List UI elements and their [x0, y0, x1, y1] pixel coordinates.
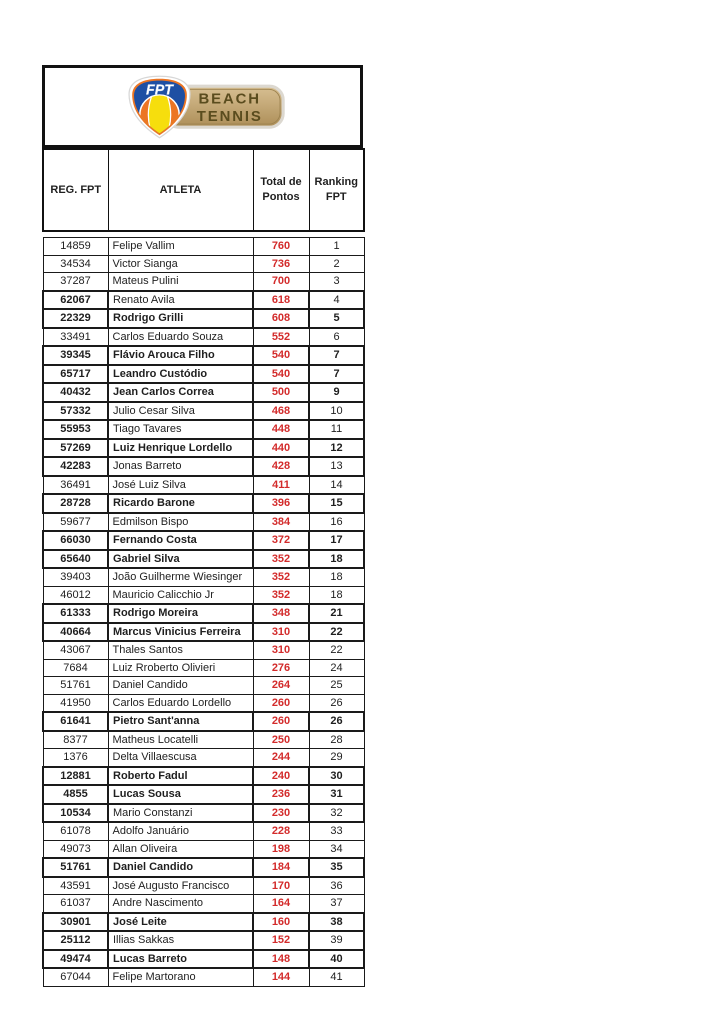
ranking-row — [43, 457, 364, 476]
ranking-row — [43, 604, 364, 623]
athlete-name-cell: Victor Sianga — [108, 255, 253, 273]
points-cell: 184 — [253, 858, 309, 877]
ranking-row — [43, 365, 364, 384]
athlete-name-cell: Julio Cesar Silva — [108, 402, 253, 421]
ranking-card — [42, 65, 363, 987]
header-ranking-fpt — [309, 149, 364, 231]
rank-cell: 16 — [309, 513, 364, 532]
rank-cell: 11 — [309, 420, 364, 439]
athlete-name-cell: Thales Santos — [108, 641, 253, 659]
reg-fpt-cell: 1376 — [43, 749, 108, 767]
athlete-name-cell: Renato Avila — [108, 291, 253, 310]
ranking-row — [43, 255, 364, 273]
points-cell: 198 — [253, 840, 309, 858]
rank-cell: 14 — [309, 476, 364, 495]
rank-cell: 22 — [309, 623, 364, 642]
points-cell: 448 — [253, 420, 309, 439]
athlete-name-cell: Luiz Henrique Lordello — [108, 439, 253, 458]
points-cell: 736 — [253, 255, 309, 273]
reg-fpt-cell: 57269 — [43, 439, 108, 458]
ranking-header-table — [42, 148, 365, 232]
reg-fpt-cell: 61078 — [43, 822, 108, 840]
athlete-name-cell: Adolfo Januário — [108, 822, 253, 840]
points-cell: 260 — [253, 712, 309, 731]
athlete-name-cell: Jonas Barreto — [108, 457, 253, 476]
athlete-name-cell: José Leite — [108, 913, 253, 932]
points-cell: 384 — [253, 513, 309, 532]
rank-cell: 3 — [309, 273, 364, 291]
ranking-row — [43, 712, 364, 731]
athlete-name-cell: Pietro Sant'anna — [108, 712, 253, 731]
ranking-row — [43, 550, 364, 569]
rank-cell: 33 — [309, 822, 364, 840]
points-cell: 552 — [253, 328, 309, 347]
rank-cell: 26 — [309, 712, 364, 731]
rank-cell: 2 — [309, 255, 364, 273]
ranking-row — [43, 402, 364, 421]
points-cell: 500 — [253, 383, 309, 402]
points-cell: 260 — [253, 694, 309, 712]
rank-cell: 41 — [309, 968, 364, 986]
ranking-row — [43, 877, 364, 895]
rank-cell: 1 — [309, 238, 364, 256]
points-cell: 160 — [253, 913, 309, 932]
athlete-name-cell: Illias Sakkas — [108, 931, 253, 950]
athlete-name-cell: Mauricio Calicchio Jr — [108, 586, 253, 604]
points-cell: 428 — [253, 457, 309, 476]
ranking-row — [43, 623, 364, 642]
points-cell: 310 — [253, 623, 309, 642]
ranking-row — [43, 749, 364, 767]
points-cell: 700 — [253, 273, 309, 291]
ranking-row — [43, 383, 364, 402]
points-cell: 240 — [253, 767, 309, 786]
points-cell: 352 — [253, 568, 309, 586]
ranking-row — [43, 238, 364, 256]
athlete-name-cell: Lucas Barreto — [108, 950, 253, 969]
header-ranking-fpt-line1: Ranking — [314, 176, 358, 189]
ranking-row — [43, 840, 364, 858]
athlete-name-cell: Tiago Tavares — [108, 420, 253, 439]
rank-cell: 21 — [309, 604, 364, 623]
ranking-row — [43, 346, 364, 365]
points-cell: 144 — [253, 968, 309, 986]
reg-fpt-cell: 39403 — [43, 568, 108, 586]
rank-cell: 31 — [309, 785, 364, 804]
ranking-row — [43, 641, 364, 659]
logo-box — [42, 65, 363, 148]
reg-fpt-cell: 51761 — [43, 677, 108, 695]
rank-cell: 39 — [309, 931, 364, 950]
rank-cell: 13 — [309, 457, 364, 476]
ranking-row — [43, 677, 364, 695]
rank-cell: 22 — [309, 641, 364, 659]
reg-fpt-cell: 34534 — [43, 255, 108, 273]
reg-fpt-cell: 61641 — [43, 712, 108, 731]
reg-fpt-cell: 65717 — [43, 365, 108, 384]
rank-cell: 36 — [309, 877, 364, 895]
athlete-name-cell: Roberto Fadul — [108, 767, 253, 786]
ranking-row — [43, 586, 364, 604]
athlete-name-cell: Carlos Eduardo Souza — [108, 328, 253, 347]
athlete-name-cell: Daniel Candido — [108, 677, 253, 695]
reg-fpt-cell: 40432 — [43, 383, 108, 402]
points-cell: 250 — [253, 731, 309, 749]
points-cell: 618 — [253, 291, 309, 310]
athlete-name-cell: Allan Oliveira — [108, 840, 253, 858]
points-cell: 148 — [253, 950, 309, 969]
points-cell: 244 — [253, 749, 309, 767]
points-cell: 608 — [253, 309, 309, 328]
reg-fpt-cell: 59677 — [43, 513, 108, 532]
rank-cell: 18 — [309, 586, 364, 604]
rank-cell: 35 — [309, 858, 364, 877]
reg-fpt-cell: 61037 — [43, 895, 108, 913]
rank-cell: 4 — [309, 291, 364, 310]
athlete-name-cell: Lucas Sousa — [108, 785, 253, 804]
athlete-name-cell: Matheus Locatelli — [108, 731, 253, 749]
points-cell: 352 — [253, 586, 309, 604]
rank-cell: 32 — [309, 804, 364, 823]
ranking-row — [43, 531, 364, 550]
reg-fpt-cell: 14859 — [43, 238, 108, 256]
rank-cell: 34 — [309, 840, 364, 858]
athlete-name-cell: Mario Constanzi — [108, 804, 253, 823]
logo-beach-text: BEACH — [198, 91, 261, 108]
header-total-pontos — [253, 149, 309, 231]
ranking-row — [43, 439, 364, 458]
athlete-name-cell: Flávio Arouca Filho — [108, 346, 253, 365]
header-total-pontos-line2: Pontos — [262, 191, 300, 203]
ranking-row — [43, 804, 364, 823]
reg-fpt-cell: 36491 — [43, 476, 108, 495]
athlete-name-cell: José Augusto Francisco — [108, 877, 253, 895]
athlete-name-cell: Leandro Custódio — [108, 365, 253, 384]
rank-cell: 28 — [309, 731, 364, 749]
header-atleta: ATLETA — [108, 149, 253, 231]
reg-fpt-cell: 57332 — [43, 402, 108, 421]
points-cell: 164 — [253, 895, 309, 913]
rank-cell: 12 — [309, 439, 364, 458]
reg-fpt-cell: 49073 — [43, 840, 108, 858]
athlete-name-cell: Delta Villaescusa — [108, 749, 253, 767]
ranking-table — [42, 237, 365, 987]
rank-cell: 10 — [309, 402, 364, 421]
reg-fpt-cell: 55953 — [43, 420, 108, 439]
points-cell: 228 — [253, 822, 309, 840]
rank-cell: 26 — [309, 694, 364, 712]
athlete-name-cell: Rodrigo Moreira — [108, 604, 253, 623]
ranking-row — [43, 513, 364, 532]
reg-fpt-cell: 40664 — [43, 623, 108, 642]
points-cell: 440 — [253, 439, 309, 458]
points-cell: 264 — [253, 677, 309, 695]
points-cell: 348 — [253, 604, 309, 623]
rank-cell: 17 — [309, 531, 364, 550]
points-cell: 276 — [253, 659, 309, 677]
reg-fpt-cell: 42283 — [43, 457, 108, 476]
rank-cell: 15 — [309, 494, 364, 513]
ranking-row — [43, 858, 364, 877]
points-cell: 230 — [253, 804, 309, 823]
ranking-row — [43, 420, 364, 439]
reg-fpt-cell: 33491 — [43, 328, 108, 347]
ranking-row — [43, 913, 364, 932]
points-cell: 352 — [253, 550, 309, 569]
ranking-table-body — [43, 238, 364, 987]
header-row — [43, 149, 364, 231]
athlete-name-cell: Fernando Costa — [108, 531, 253, 550]
rank-cell: 7 — [309, 346, 364, 365]
ranking-row — [43, 822, 364, 840]
points-cell: 540 — [253, 365, 309, 384]
rank-cell: 24 — [309, 659, 364, 677]
rank-cell: 25 — [309, 677, 364, 695]
rank-cell: 37 — [309, 895, 364, 913]
ranking-row — [43, 731, 364, 749]
ranking-row — [43, 309, 364, 328]
athlete-name-cell: João Guilherme Wiesinger — [108, 568, 253, 586]
logo-fpt-text: FPT — [145, 81, 173, 98]
ranking-row — [43, 273, 364, 291]
rank-cell: 5 — [309, 309, 364, 328]
reg-fpt-cell: 4855 — [43, 785, 108, 804]
ranking-row — [43, 931, 364, 950]
points-cell: 411 — [253, 476, 309, 495]
ranking-row — [43, 494, 364, 513]
rank-cell: 6 — [309, 328, 364, 347]
points-cell: 372 — [253, 531, 309, 550]
reg-fpt-cell: 61333 — [43, 604, 108, 623]
ranking-row — [43, 767, 364, 786]
rank-cell: 18 — [309, 568, 364, 586]
ranking-row — [43, 694, 364, 712]
reg-fpt-cell: 12881 — [43, 767, 108, 786]
points-cell: 236 — [253, 785, 309, 804]
reg-fpt-cell: 49474 — [43, 950, 108, 969]
reg-fpt-cell: 62067 — [43, 291, 108, 310]
athlete-name-cell: Daniel Candido — [108, 858, 253, 877]
athlete-name-cell: José Luiz Silva — [108, 476, 253, 495]
athlete-name-cell: Felipe Martorano — [108, 968, 253, 986]
athlete-name-cell: Luiz Rroberto Olivieri — [108, 659, 253, 677]
athlete-name-cell: Felipe Vallim — [108, 238, 253, 256]
ranking-row — [43, 476, 364, 495]
reg-fpt-cell: 65640 — [43, 550, 108, 569]
ranking-row — [43, 785, 364, 804]
reg-fpt-cell: 66030 — [43, 531, 108, 550]
points-cell: 170 — [253, 877, 309, 895]
athlete-name-cell: Ricardo Barone — [108, 494, 253, 513]
points-cell: 152 — [253, 931, 309, 950]
ranking-row — [43, 291, 364, 310]
athlete-name-cell: Carlos Eduardo Lordello — [108, 694, 253, 712]
ranking-row — [43, 950, 364, 969]
athlete-name-cell: Rodrigo Grilli — [108, 309, 253, 328]
rank-cell: 29 — [309, 749, 364, 767]
reg-fpt-cell: 22329 — [43, 309, 108, 328]
header-ranking-fpt-line2: FPT — [325, 191, 347, 203]
points-cell: 396 — [253, 494, 309, 513]
rank-cell: 38 — [309, 913, 364, 932]
reg-fpt-cell: 25112 — [43, 931, 108, 950]
points-cell: 468 — [253, 402, 309, 421]
reg-fpt-cell: 7684 — [43, 659, 108, 677]
rank-cell: 30 — [309, 767, 364, 786]
reg-fpt-cell: 46012 — [43, 586, 108, 604]
reg-fpt-cell: 28728 — [43, 494, 108, 513]
reg-fpt-cell: 43067 — [43, 641, 108, 659]
points-cell: 540 — [253, 346, 309, 365]
reg-fpt-cell: 67044 — [43, 968, 108, 986]
header-total-pontos-line1: Total de — [260, 176, 302, 189]
reg-fpt-cell: 43591 — [43, 877, 108, 895]
reg-fpt-cell: 37287 — [43, 273, 108, 291]
athlete-name-cell: Edmilson Bispo — [108, 513, 253, 532]
ranking-row — [43, 659, 364, 677]
rank-cell: 40 — [309, 950, 364, 969]
reg-fpt-cell: 51761 — [43, 858, 108, 877]
rank-cell: 18 — [309, 550, 364, 569]
reg-fpt-cell: 8377 — [43, 731, 108, 749]
ranking-row — [43, 968, 364, 986]
rank-cell: 7 — [309, 365, 364, 384]
header-reg-fpt: REG. FPT — [43, 149, 108, 231]
ranking-row — [43, 328, 364, 347]
reg-fpt-cell: 30901 — [43, 913, 108, 932]
athlete-name-cell: Mateus Pulini — [108, 273, 253, 291]
ranking-row — [43, 895, 364, 913]
athlete-name-cell: Gabriel Silva — [108, 550, 253, 569]
points-cell: 760 — [253, 238, 309, 256]
rank-cell: 9 — [309, 383, 364, 402]
ranking-row — [43, 568, 364, 586]
reg-fpt-cell: 39345 — [43, 346, 108, 365]
athlete-name-cell: Marcus Vinicius Ferreira — [108, 623, 253, 642]
reg-fpt-cell: 10534 — [43, 804, 108, 823]
points-cell: 310 — [253, 641, 309, 659]
logo-tennis-text: TENNIS — [196, 108, 263, 125]
fpt-beach-tennis-logo-icon — [119, 75, 287, 139]
athlete-name-cell: Andre Nascimento — [108, 895, 253, 913]
reg-fpt-cell: 41950 — [43, 694, 108, 712]
athlete-name-cell: Jean Carlos Correa — [108, 383, 253, 402]
